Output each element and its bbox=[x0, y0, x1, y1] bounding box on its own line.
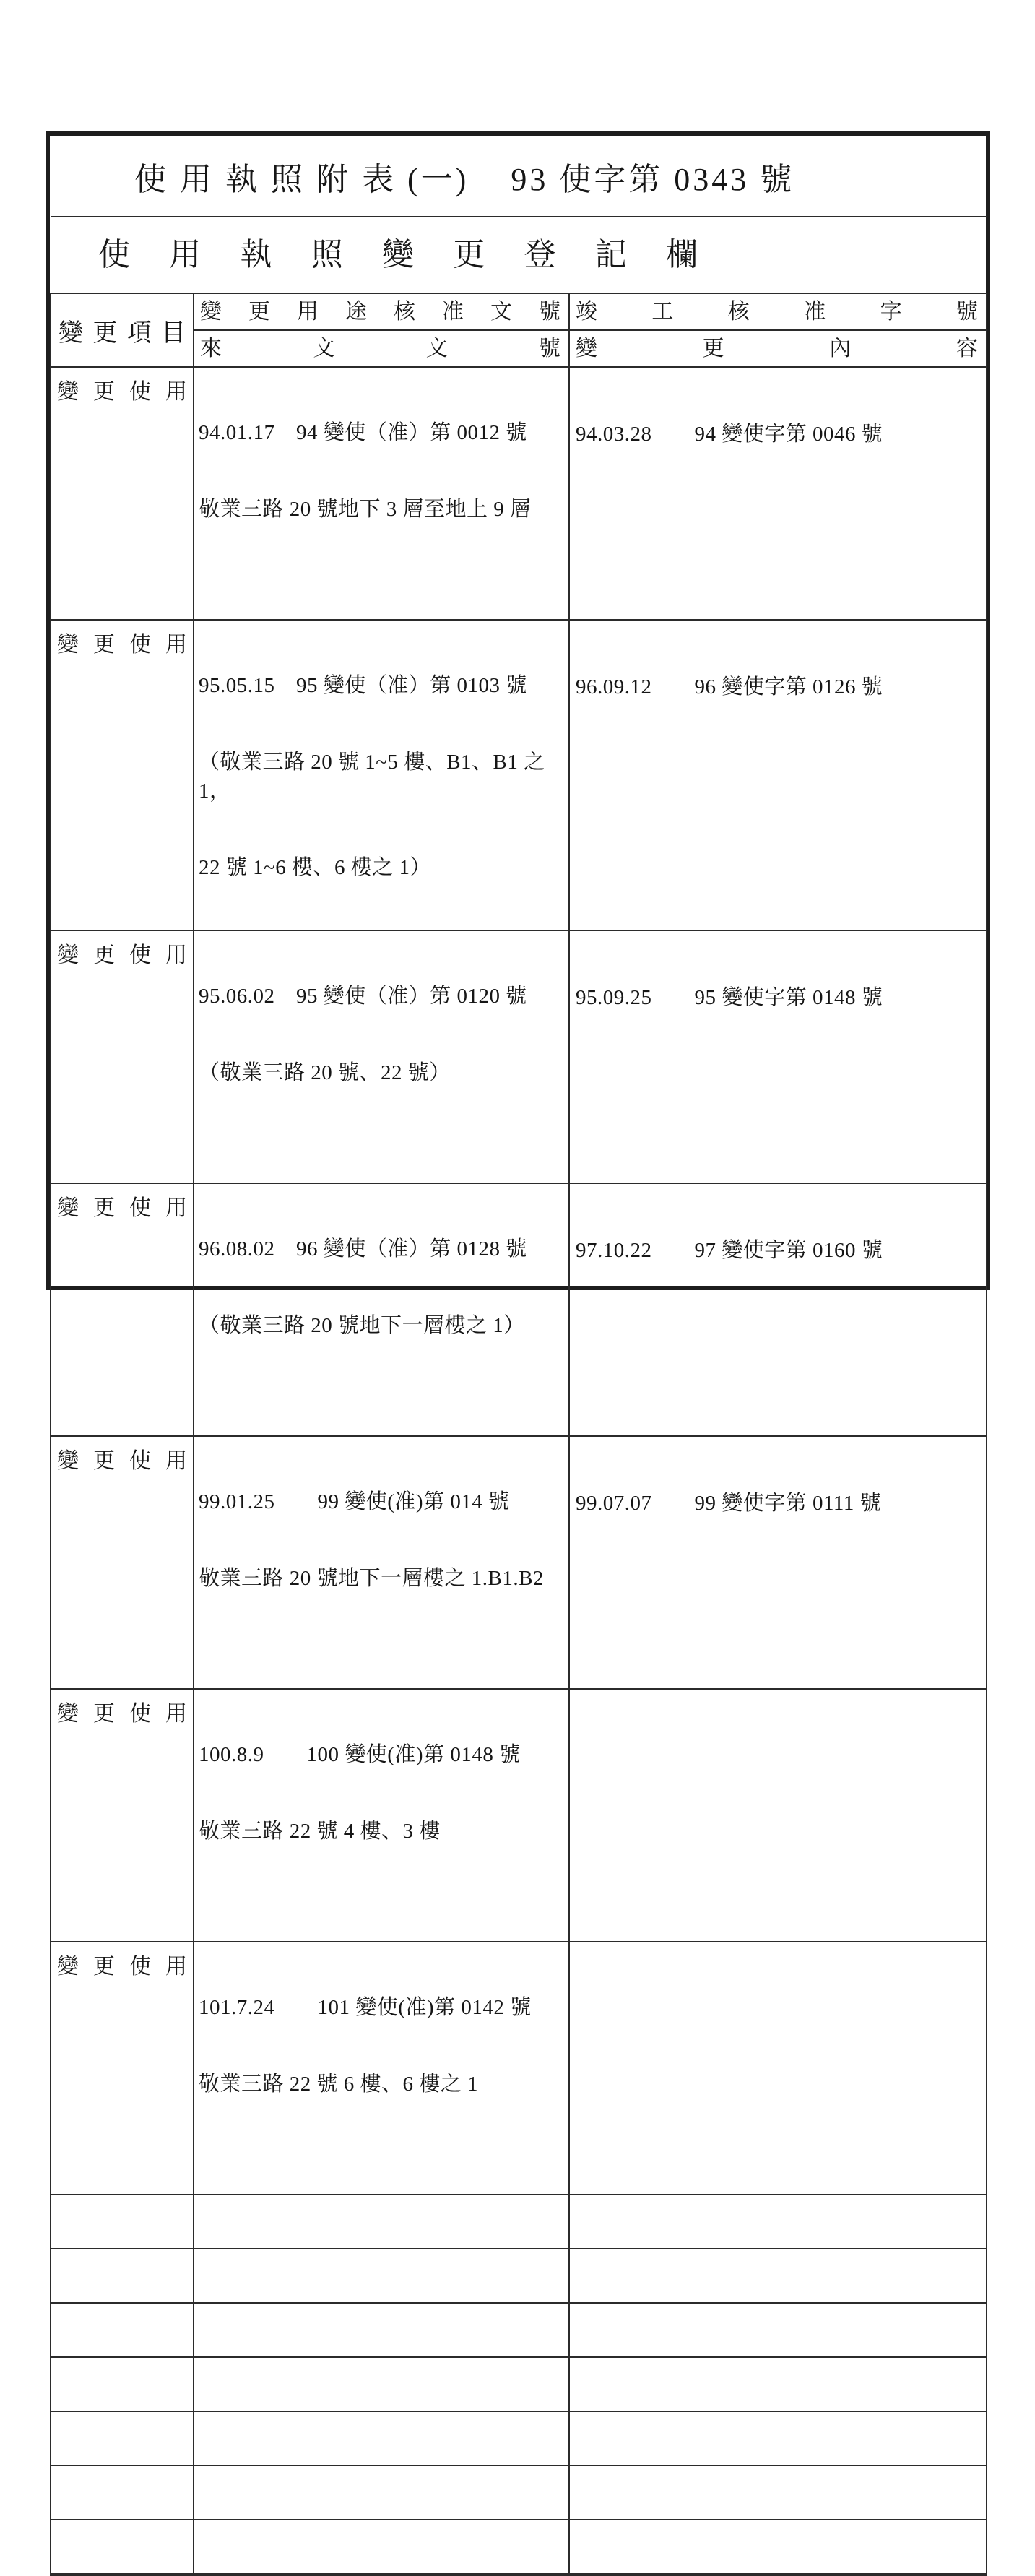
section-banner: 使用執照變更登記欄 bbox=[98, 237, 698, 272]
detail-line: 101.7.24 101 變使(准)第 0142 號 bbox=[199, 1996, 532, 2019]
document-title-cell bbox=[51, 136, 987, 217]
table-row bbox=[51, 930, 987, 1183]
empty-cell bbox=[194, 2465, 569, 2520]
approval-doc-detail bbox=[194, 1689, 569, 1942]
document-title bbox=[51, 136, 987, 216]
detail-line: 94.01.17 94 變使（准）第 0012 號 bbox=[199, 421, 527, 444]
empty-cell bbox=[194, 2249, 569, 2303]
empty-table-row bbox=[51, 2249, 987, 2303]
table-row bbox=[51, 1942, 987, 2195]
detail-line: 99.01.25 99 變使(准)第 014 號 bbox=[199, 1490, 510, 1513]
permit-table-frame bbox=[46, 131, 990, 2096]
empty-table-row bbox=[51, 2465, 987, 2520]
completion-approval bbox=[569, 367, 987, 620]
detail-line: 96.08.02 96 變使（准）第 0128 號 bbox=[199, 1237, 527, 1261]
empty-cell bbox=[51, 2303, 194, 2357]
approval-doc-detail bbox=[194, 620, 569, 930]
permit-number: 93 使字第 0343 號 bbox=[511, 161, 795, 197]
empty-cell bbox=[51, 2574, 194, 2575]
header-completion-approval-number: 竣工核准字號 bbox=[569, 293, 987, 330]
header-change-item: 變更項目 bbox=[51, 293, 194, 367]
use-permit-change-table bbox=[50, 136, 987, 2576]
header-change-content: 變更內容 bbox=[569, 330, 987, 367]
approval-doc-detail bbox=[194, 930, 569, 1183]
completion-approval bbox=[569, 620, 987, 930]
change-item: 變更使用 bbox=[51, 367, 194, 620]
empty-cell bbox=[51, 2249, 194, 2303]
detail-line: 敬業三路 20 號地下 3 層至地上 9 層 bbox=[199, 498, 532, 521]
empty-cell bbox=[569, 2249, 987, 2303]
detail-line: （敬業三路 20 號 1~5 樓、B1、B1 之 1， bbox=[199, 751, 551, 803]
empty-cell bbox=[569, 2357, 987, 2411]
completion-line: 94.03.28 94 變使字第 0046 號 bbox=[576, 423, 883, 446]
empty-table-row bbox=[51, 2574, 987, 2575]
table-row bbox=[51, 367, 987, 620]
empty-table-row bbox=[51, 2195, 987, 2249]
detail-line: 100.8.9 100 變使(准)第 0148 號 bbox=[199, 1743, 521, 1766]
empty-cell bbox=[569, 2411, 987, 2465]
change-item: 變更使用 bbox=[51, 1689, 194, 1942]
change-item: 變更使用 bbox=[51, 620, 194, 930]
detail-line: （敬業三路 20 號地下一層樓之 1） bbox=[199, 1314, 525, 1337]
empty-cell bbox=[194, 2357, 569, 2411]
detail-line: 敬業三路 22 號 4 樓、3 樓 bbox=[199, 1820, 441, 1843]
completion-line: 99.07.07 99 變使字第 0111 號 bbox=[576, 1492, 882, 1515]
empty-cell bbox=[569, 2195, 987, 2249]
table-row bbox=[51, 620, 987, 930]
detail-line: （敬業三路 20 號、22 號） bbox=[199, 1061, 451, 1084]
detail-line: 敬業三路 20 號地下一層樓之 1.B1.B2 bbox=[199, 1567, 544, 1590]
empty-cell bbox=[194, 2195, 569, 2249]
completion-approval bbox=[569, 1689, 987, 1942]
header-approval-doc-number: 變更用途核准文號 bbox=[194, 293, 569, 330]
detail-line: 95.05.15 95 變使（准）第 0103 號 bbox=[199, 674, 527, 697]
change-item: 變更使用 bbox=[51, 1436, 194, 1689]
change-item: 變更使用 bbox=[51, 930, 194, 1183]
empty-cell bbox=[51, 2195, 194, 2249]
empty-cell bbox=[51, 2520, 194, 2574]
section-banner-cell bbox=[51, 217, 987, 293]
completion-line: 96.09.12 96 變使字第 0126 號 bbox=[576, 675, 883, 699]
change-item: 變更使用 bbox=[51, 1183, 194, 1436]
empty-cell bbox=[194, 2520, 569, 2574]
approval-doc-detail bbox=[194, 367, 569, 620]
empty-table-row bbox=[51, 2303, 987, 2357]
title-row bbox=[51, 136, 987, 217]
empty-table-row bbox=[51, 2520, 987, 2574]
table-row bbox=[51, 1689, 987, 1942]
header-incoming-doc-number: 來文文號 bbox=[194, 330, 569, 367]
document-title-text: 使 用 執 照 附 表 (一) bbox=[134, 161, 469, 197]
completion-approval bbox=[569, 930, 987, 1183]
change-item: 變更使用 bbox=[51, 1942, 194, 2195]
completion-approval bbox=[569, 1942, 987, 2195]
empty-cell bbox=[51, 2465, 194, 2520]
approval-doc-detail bbox=[194, 1436, 569, 1689]
empty-cell bbox=[194, 2303, 569, 2357]
detail-line: 22 號 1~6 樓、6 樓之 1） bbox=[199, 856, 431, 879]
empty-table-row bbox=[51, 2411, 987, 2465]
completion-line: 97.10.22 97 變使字第 0160 號 bbox=[576, 1239, 883, 1262]
approval-doc-detail bbox=[194, 1183, 569, 1436]
completion-approval bbox=[569, 1436, 987, 1689]
completion-line: 95.09.25 95 變使字第 0148 號 bbox=[576, 986, 883, 1009]
empty-cell bbox=[569, 2520, 987, 2574]
empty-cell bbox=[51, 2357, 194, 2411]
empty-cell bbox=[569, 2303, 987, 2357]
empty-table-row bbox=[51, 2357, 987, 2411]
empty-cell bbox=[569, 2465, 987, 2520]
detail-line: 敬業三路 22 號 6 樓、6 樓之 1 bbox=[199, 2073, 479, 2096]
empty-cell bbox=[51, 2411, 194, 2465]
empty-cell bbox=[194, 2411, 569, 2465]
completion-approval bbox=[569, 1183, 987, 1436]
detail-line: 95.06.02 95 變使（准）第 0120 號 bbox=[199, 985, 527, 1008]
table-row bbox=[51, 1436, 987, 1689]
table-row bbox=[51, 1183, 987, 1436]
banner-row bbox=[51, 217, 987, 293]
approval-doc-detail bbox=[194, 1942, 569, 2195]
empty-cell bbox=[194, 2574, 569, 2575]
empty-cell bbox=[569, 2574, 987, 2575]
header-row-top bbox=[51, 293, 987, 330]
